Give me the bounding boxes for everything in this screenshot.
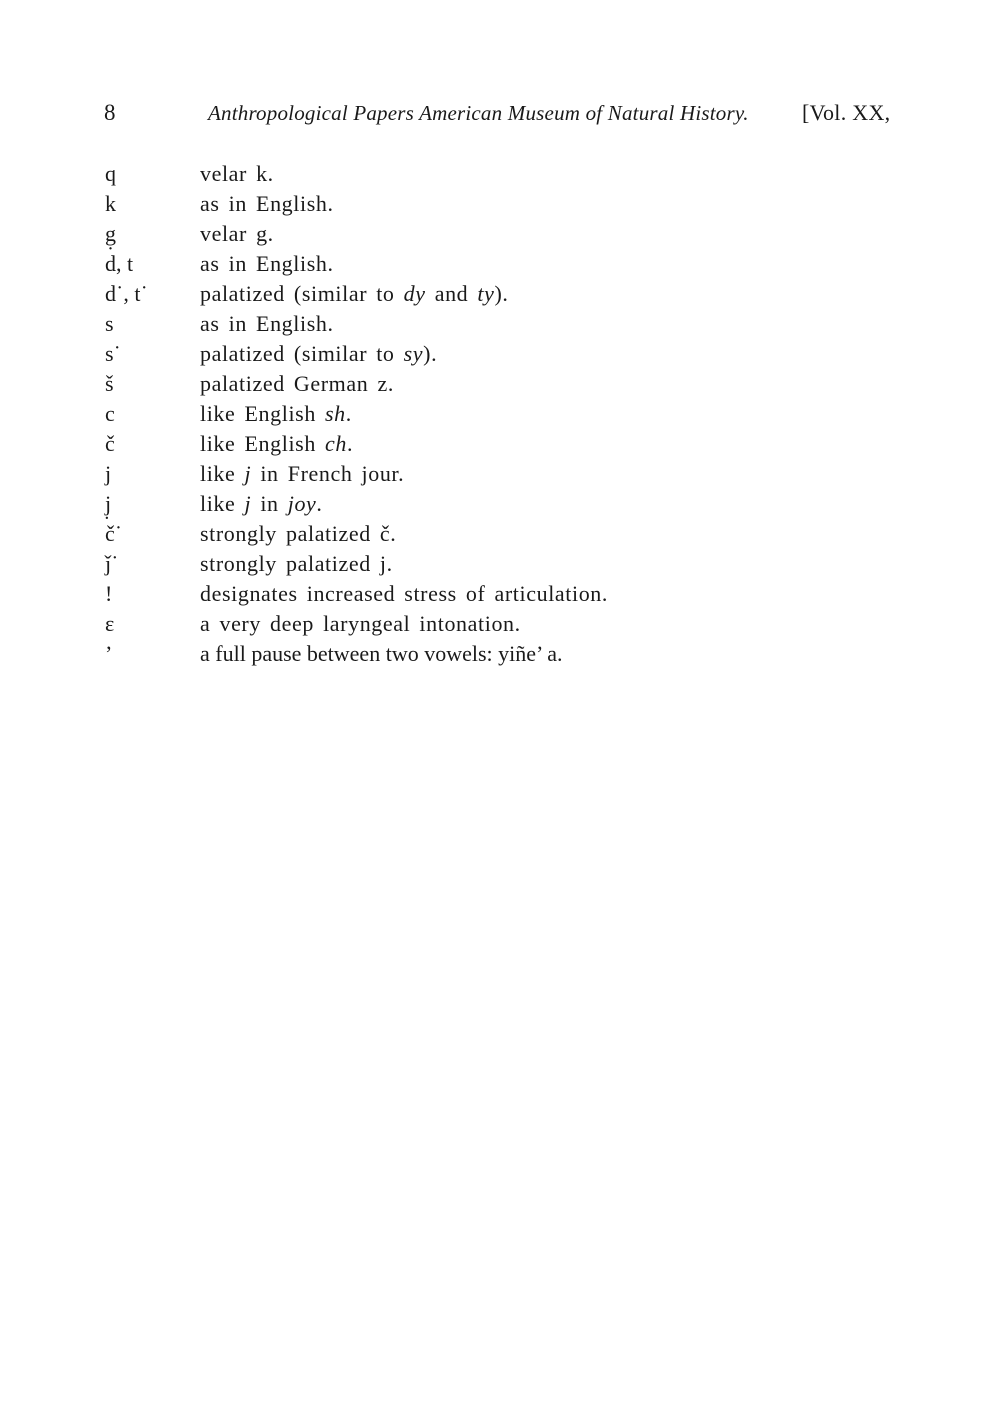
key-symbol: ǰ˙ xyxy=(105,551,119,576)
key-row xyxy=(0,519,1000,549)
key-row xyxy=(0,459,1000,489)
key-description: palatized (similar to dy and ty). xyxy=(200,281,509,306)
key-row xyxy=(0,549,1000,579)
key-description: strongly palatized č. xyxy=(200,521,397,546)
key-row xyxy=(0,309,1000,339)
key-row xyxy=(0,249,1000,279)
key-description: as in English. xyxy=(200,191,334,216)
key-symbol: q xyxy=(105,161,116,186)
key-description: velar g. xyxy=(200,221,274,246)
key-description: like English sh. xyxy=(200,401,352,426)
page-header xyxy=(0,100,1000,132)
page-number: 8 xyxy=(104,100,116,125)
key-symbol: š xyxy=(105,371,114,396)
key-symbol: č xyxy=(105,431,115,456)
key-row xyxy=(0,279,1000,309)
key-description: velar k. xyxy=(200,161,274,186)
key-symbol: ε xyxy=(105,611,115,636)
key-row xyxy=(0,189,1000,219)
key-row xyxy=(0,399,1000,429)
key-description: like j in French jour. xyxy=(200,461,405,486)
key-description: palatized German z. xyxy=(200,371,394,396)
key-description: designates increased stress of articulation. xyxy=(200,581,608,606)
key-symbol: s˙ xyxy=(105,341,121,366)
key-description: a full pause between two vowels: yiñe’ a. xyxy=(200,641,563,666)
key-row xyxy=(0,609,1000,639)
key-row xyxy=(0,489,1000,519)
key-description: as in English. xyxy=(200,251,334,276)
key-row xyxy=(0,339,1000,369)
running-title: Anthropological Papers American Museum of Natural History. xyxy=(208,101,749,125)
key-description: palatized (similar to sy). xyxy=(200,341,438,366)
key-row xyxy=(0,219,1000,249)
key-symbol: č˙ xyxy=(105,521,123,546)
key-symbol: s xyxy=(105,311,114,336)
key-symbol: c xyxy=(105,401,115,426)
key-description: strongly palatized j. xyxy=(200,551,393,576)
key-symbol: j̣ xyxy=(105,491,112,516)
key-symbol: d, t xyxy=(105,251,134,276)
key-symbol: ’ xyxy=(105,641,113,666)
key-row xyxy=(0,639,1000,669)
key-symbol: g̣ xyxy=(105,221,116,246)
phonetic-key-list xyxy=(0,159,1000,669)
key-symbol: ! xyxy=(105,581,113,606)
key-description: as in English. xyxy=(200,311,334,336)
key-symbol: d˙, t˙ xyxy=(105,281,148,306)
key-row xyxy=(0,429,1000,459)
key-description: like English ch. xyxy=(200,431,354,456)
key-row xyxy=(0,369,1000,399)
key-row xyxy=(0,159,1000,189)
key-symbol: j xyxy=(105,461,112,486)
key-description: like j in joy. xyxy=(200,491,323,516)
volume-label: [Vol. XX, xyxy=(802,100,891,125)
key-row xyxy=(0,579,1000,609)
key-symbol: k xyxy=(105,191,116,216)
key-description: a very deep laryngeal intonation. xyxy=(200,611,521,636)
